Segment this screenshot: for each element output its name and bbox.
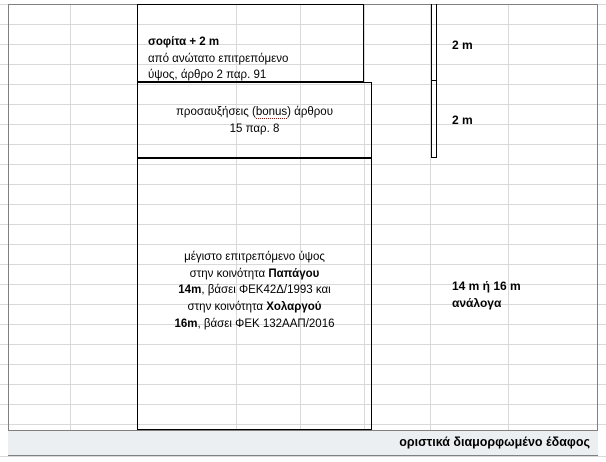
max-height-line-3 (139, 282, 370, 299)
max-height-line-2-a: στην κοινότητα (189, 267, 269, 280)
max-height-line-3-b: , βάσει ΦΕΚ42Δ/1993 και (201, 284, 331, 297)
bonus-line-2: 15 παρ. 8 (229, 122, 280, 135)
bonus-line-1-a: προσαυξήσεις ( (176, 106, 256, 118)
bonus-line-1-b: bonus (255, 106, 288, 118)
bonus-line-1 (139, 104, 370, 121)
max-height-line-2 (139, 266, 370, 283)
dimension-line-inner (431, 4, 432, 158)
max-height-line-5-a: 16m (174, 317, 198, 330)
dimension-line-outer (436, 4, 437, 158)
block-bonus-text (139, 104, 370, 137)
max-height-line-1: μέγιστο επιτρεπόμενο ύψος (184, 251, 325, 263)
attic-line-2: από ανώτατο επιτρεπόμενο (148, 52, 289, 65)
attic-line-1: σοφίτα + 2 m (148, 36, 220, 48)
max-height-line-5-b: , βάσει ΦΕΚ 132ΑΑΠ/2016 (197, 317, 335, 330)
side-label-bonus: 2 m (452, 113, 473, 127)
bonus-line-1-c: ) άρθρου (287, 106, 333, 118)
max-height-line-3-a: 14m (178, 284, 202, 297)
dimension-tick-attic (431, 80, 437, 81)
block-max-height-text (139, 249, 370, 332)
max-height-line-4-b: Χολαργού (266, 301, 322, 314)
max-height-line-2-b: Παπάγου (268, 267, 320, 280)
max-height-line-4 (139, 299, 370, 316)
max-height-line-5 (139, 316, 370, 333)
block-attic-text (140, 34, 361, 84)
ground-label: οριστικά διαμορφωμένο έδαφος (399, 435, 590, 449)
side-label-max-height-line-1: 14 m ή 16 m (452, 279, 521, 293)
side-label-max-height-line-2: ανάλογα (452, 296, 502, 311)
max-height-line-4-a: στην κοινότητα (187, 301, 267, 314)
side-label-attic: 2 m (452, 38, 473, 52)
attic-line-3: ύψος, άρθρο 2 παρ. 91 (148, 69, 267, 82)
dimension-tick-bonus (431, 157, 437, 158)
side-label-max-height (452, 278, 521, 313)
